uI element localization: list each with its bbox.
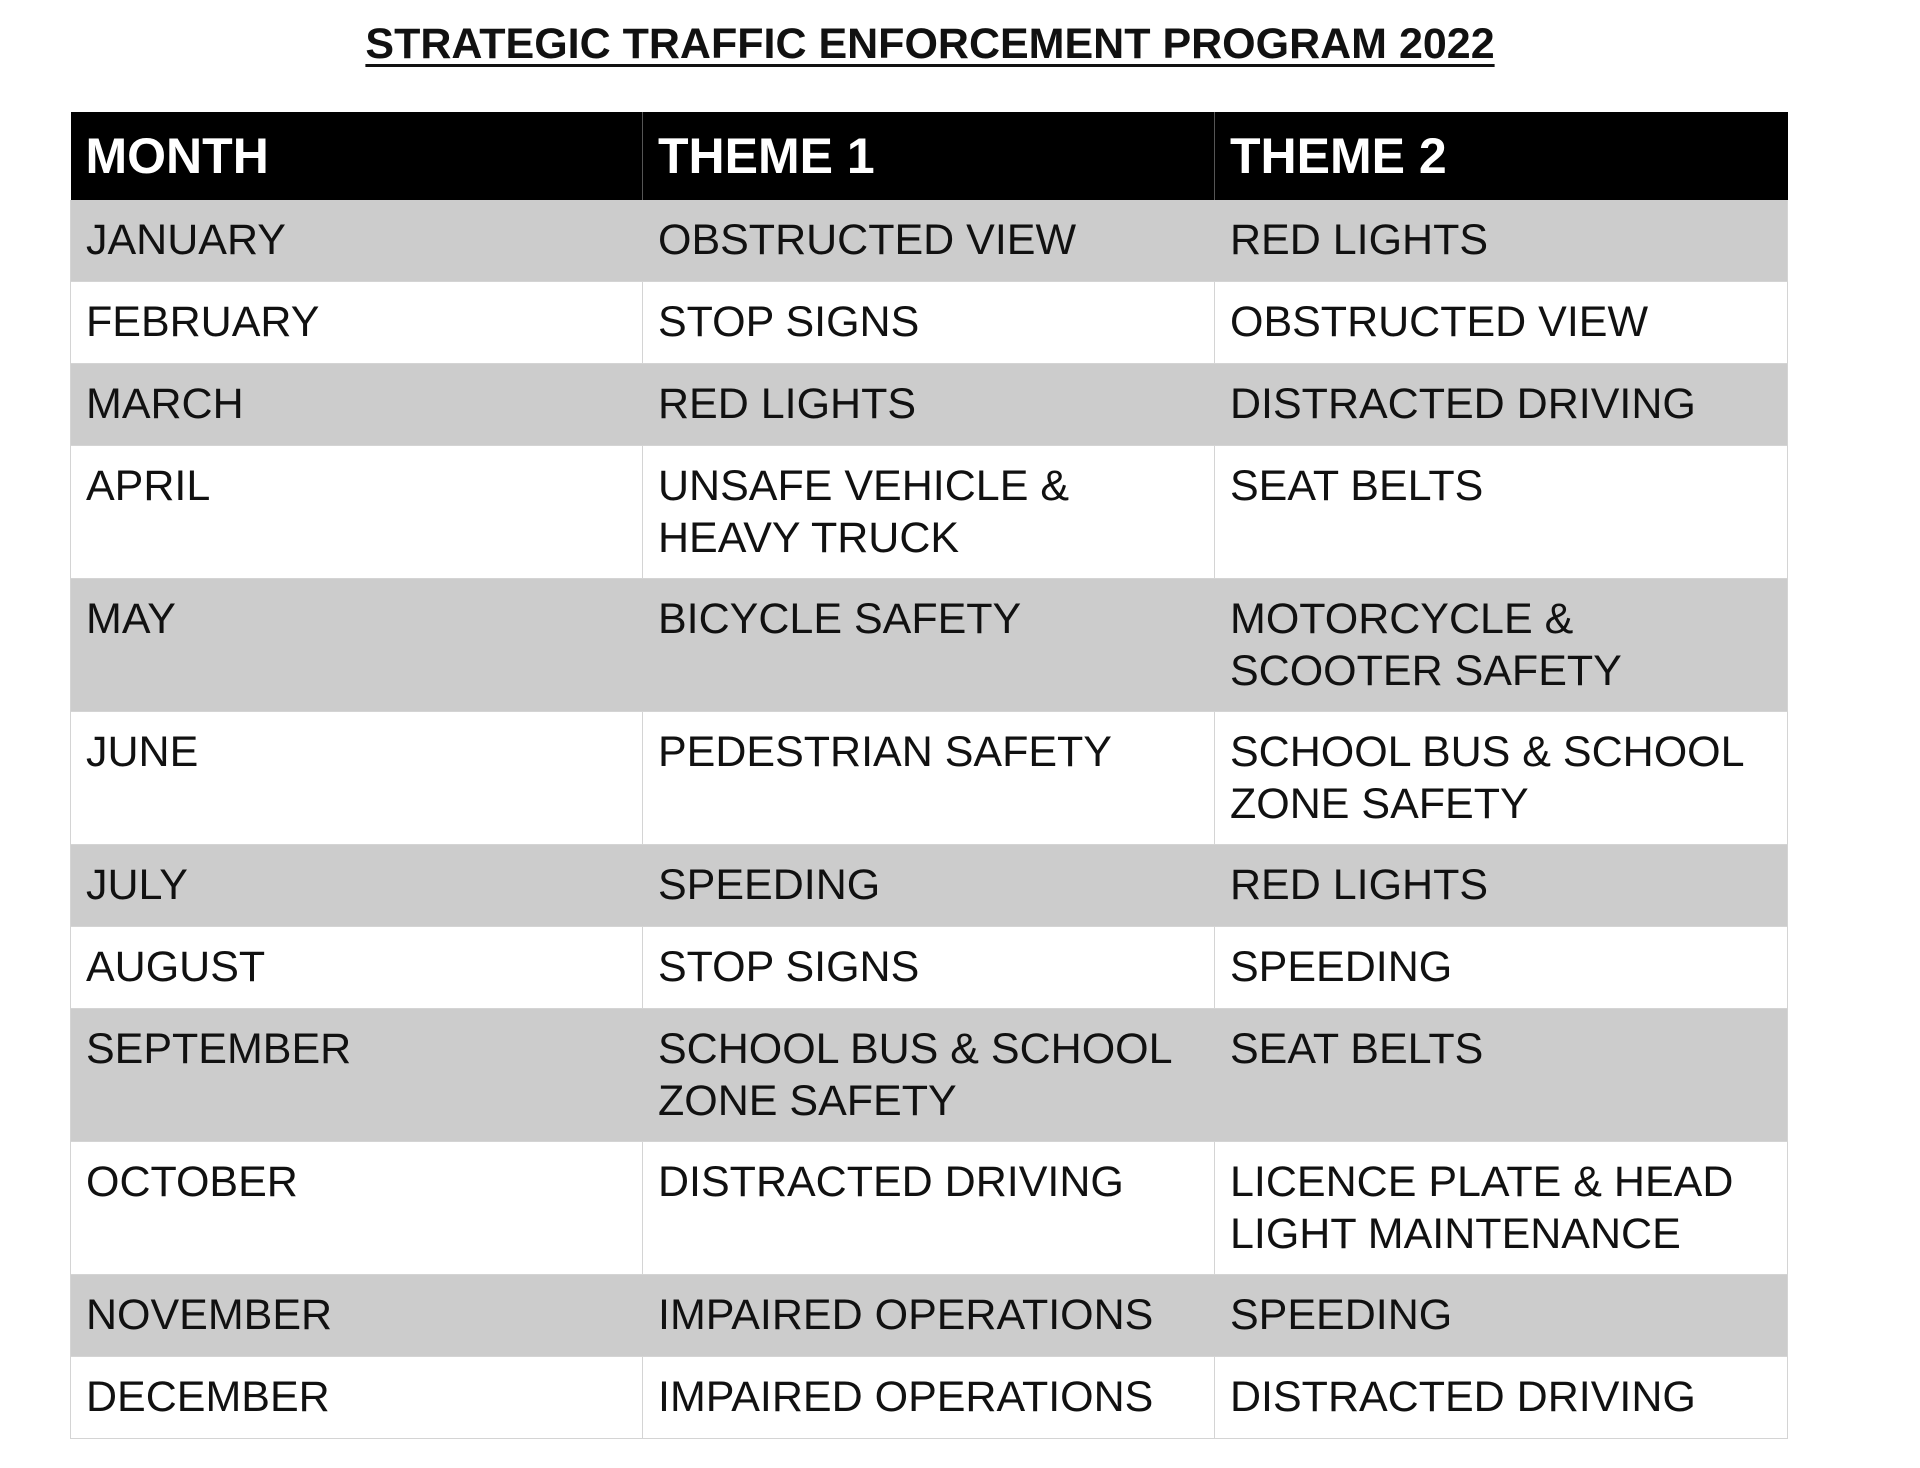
- month-cell: JULY: [71, 845, 643, 927]
- table-row-october: [71, 1142, 1788, 1275]
- theme-2-cell: OBSTRUCTED VIEW: [1215, 282, 1788, 364]
- month-cell: DECEMBER: [71, 1357, 643, 1439]
- table-row-may: [71, 579, 1788, 712]
- month-cell: MARCH: [71, 364, 643, 446]
- theme-1-cell: STOP SIGNS: [643, 282, 1215, 364]
- theme-2-cell: SCHOOL BUS & SCHOOL ZONE SAFETY: [1215, 712, 1788, 845]
- table-row-september: [71, 1009, 1788, 1142]
- table-header-row: [71, 112, 1788, 200]
- month-cell: AUGUST: [71, 927, 643, 1009]
- month-cell: JANUARY: [71, 200, 643, 282]
- theme-1-cell: SPEEDING: [643, 845, 1215, 927]
- month-cell: NOVEMBER: [71, 1275, 643, 1357]
- table-row-february: [71, 282, 1788, 364]
- table-row-august: [71, 927, 1788, 1009]
- theme-2-cell: MOTORCYCLE & SCOOTER SAFETY: [1215, 579, 1788, 712]
- column-header-theme-2: THEME 2: [1215, 112, 1788, 200]
- enforcement-schedule-table: [70, 112, 1788, 1439]
- theme-1-cell: BICYCLE SAFETY: [643, 579, 1215, 712]
- theme-1-cell: UNSAFE VEHICLE & HEAVY TRUCK: [643, 446, 1215, 579]
- month-cell: SEPTEMBER: [71, 1009, 643, 1142]
- month-cell: FEBRUARY: [71, 282, 643, 364]
- month-cell: APRIL: [71, 446, 643, 579]
- table-row-june: [71, 712, 1788, 845]
- column-header-theme-1: THEME 1: [643, 112, 1215, 200]
- month-cell: JUNE: [71, 712, 643, 845]
- theme-2-cell: SEAT BELTS: [1215, 446, 1788, 579]
- theme-1-cell: RED LIGHTS: [643, 364, 1215, 446]
- theme-1-cell: PEDESTRIAN SAFETY: [643, 712, 1215, 845]
- theme-2-cell: SEAT BELTS: [1215, 1009, 1788, 1142]
- column-header-month: MONTH: [71, 112, 643, 200]
- theme-2-cell: RED LIGHTS: [1215, 200, 1788, 282]
- theme-2-cell: SPEEDING: [1215, 927, 1788, 1009]
- table-row-march: [71, 364, 1788, 446]
- table-row-november: [71, 1275, 1788, 1357]
- theme-1-cell: IMPAIRED OPERATIONS: [643, 1357, 1215, 1439]
- theme-1-cell: DISTRACTED DRIVING: [643, 1142, 1215, 1275]
- theme-2-cell: DISTRACTED DRIVING: [1215, 1357, 1788, 1439]
- table-row-july: [71, 845, 1788, 927]
- month-cell: MAY: [71, 579, 643, 712]
- theme-2-cell: RED LIGHTS: [1215, 845, 1788, 927]
- table-row-december: [71, 1357, 1788, 1439]
- theme-2-cell: SPEEDING: [1215, 1275, 1788, 1357]
- table-row-january: [71, 200, 1788, 282]
- theme-1-cell: OBSTRUCTED VIEW: [643, 200, 1215, 282]
- theme-1-cell: IMPAIRED OPERATIONS: [643, 1275, 1215, 1357]
- theme-1-cell: STOP SIGNS: [643, 927, 1215, 1009]
- table-row-april: [71, 446, 1788, 579]
- month-cell: OCTOBER: [71, 1142, 643, 1275]
- theme-2-cell: LICENCE PLATE & HEAD LIGHT MAINTENANCE: [1215, 1142, 1788, 1275]
- document-title: STRATEGIC TRAFFIC ENFORCEMENT PROGRAM 2022: [365, 20, 1495, 68]
- theme-1-cell: SCHOOL BUS & SCHOOL ZONE SAFETY: [643, 1009, 1215, 1142]
- theme-2-cell: DISTRACTED DRIVING: [1215, 364, 1788, 446]
